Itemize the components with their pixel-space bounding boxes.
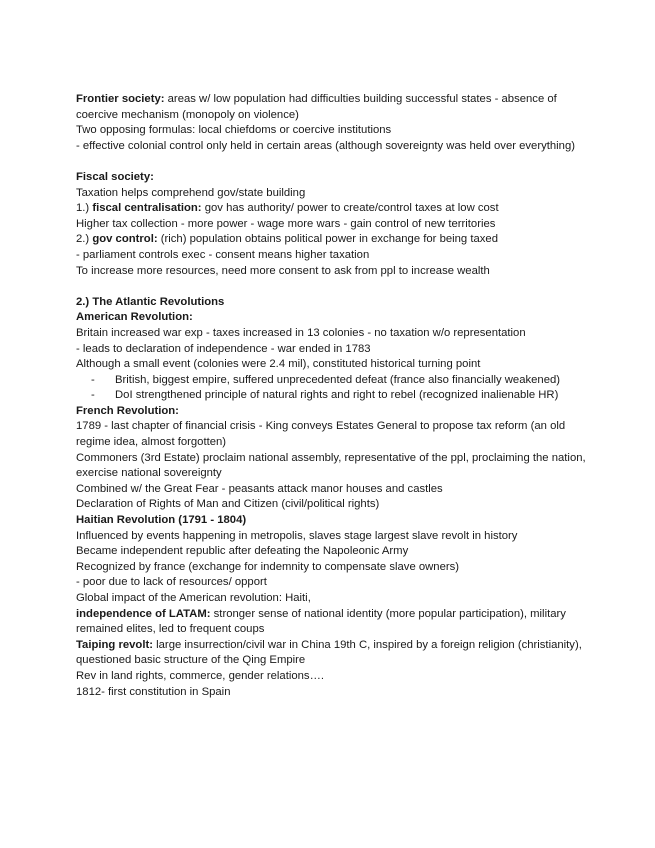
atlantic-heading: 2.) The Atlantic Revolutions: [76, 295, 225, 308]
frontier-text: areas w/ low population had difficulties building successful states - absence of coercive mechanism (monopoly on violence): [76, 93, 557, 121]
fiscal-item-2: [76, 232, 588, 248]
spacer: [76, 154, 588, 170]
frontier-heading: Frontier society:: [76, 93, 165, 105]
french-line: Commoners (3rd Estate) proclaim national assembly, representative of the ppl, proclaiming the nation, exercise national sovereignty: [76, 451, 586, 480]
haitian-line: Influenced by events happening in metropolis, slaves stage largest slave revolt in history: [76, 529, 518, 542]
french-line: Declaration of Rights of Man and Citizen (civil/political rights): [76, 498, 380, 511]
bullet-text: British, biggest empire, suffered unprecedented defeat (france also financially weakened): [115, 373, 561, 386]
haitian-line: Became independent republic after defeating the Napoleonic Army: [76, 545, 409, 558]
fiscal-item-1: [76, 201, 588, 217]
fiscal-item-1-text: gov has authority/ power to create/control taxes at low cost: [201, 202, 499, 215]
latam-term: independence of LATAM:: [76, 607, 211, 620]
american-bullet: [91, 388, 588, 404]
american-bullet: [91, 373, 588, 389]
haitian-line: Global impact of the American revolution: Haiti,: [76, 592, 311, 604]
fiscal-line-3: Higher tax collection - more power - wage more wars - gain control of new territories: [76, 217, 496, 230]
american-heading: American Revolution:: [76, 311, 193, 324]
haitian-line: - poor due to lack of resources/ opport: [76, 576, 267, 589]
frontier-line-3: - effective colonial control only held in certain areas (although sovereignty was held over everything): [76, 139, 576, 152]
american-line: - leads to declaration of independence - war ended in 1783: [76, 342, 371, 355]
bullet-dash: -: [91, 389, 95, 402]
latam-text: stronger sense of national identity (more popular participation), military remained elites, led to frequent coups: [76, 607, 566, 636]
document-body: [76, 92, 588, 700]
haitian-heading: Haitian Revolution (1791 - 1804): [76, 514, 247, 527]
fiscal-item-2-term: gov control:: [92, 233, 158, 246]
fiscal-item-2-prefix: 2.): [76, 233, 93, 246]
frontier-line-2: Two opposing formulas: local chiefdoms or coercive institutions: [76, 124, 392, 137]
closing-line: 1812- first constitution in Spain: [76, 685, 231, 698]
closing-line: Rev in land rights, commerce, gender relations….: [76, 669, 325, 682]
french-heading: French Revolution:: [76, 404, 179, 417]
frontier-paragraph: [76, 92, 588, 123]
taiping-term: Taiping revolt:: [76, 638, 153, 651]
latam-paragraph: [76, 607, 588, 638]
fiscal-item-2-text: (rich) population obtains political power in exchange for being taxed: [157, 233, 498, 246]
fiscal-line-1: Taxation helps comprehend gov/state building: [76, 186, 306, 199]
american-line: Britain increased war exp - taxes increased in 13 colonies - no taxation w/o representation: [76, 326, 526, 339]
bullet-dash: -: [91, 373, 95, 386]
taiping-text: large insurrection/civil war in China 19th C, inspired by a foreign religion (christianity), questioned basic structure of the Qing Empire: [76, 638, 582, 667]
fiscal-item-1-prefix: 1.): [76, 202, 93, 215]
fiscal-line-5: - parliament controls exec - consent means higher taxation: [76, 248, 370, 261]
taiping-paragraph: [76, 638, 588, 669]
american-line: Although a small event (colonies were 2.4 mil), constituted historical turning point: [76, 358, 481, 371]
fiscal-line-6: To increase more resources, need more consent to ask from ppl to increase wealth: [76, 264, 490, 277]
french-line: 1789 - last chapter of financial crisis - King conveys Estates General to propose tax reform (an old regime idea, almost forgotten): [76, 420, 566, 449]
fiscal-heading: Fiscal society:: [76, 170, 154, 183]
spacer: [76, 279, 588, 295]
french-line: Combined w/ the Great Fear - peasants attack manor houses and castles: [76, 482, 443, 495]
bullet-text: DoI strengthened principle of natural rights and right to rebel (recognized inalienable HR): [115, 389, 559, 402]
haitian-line: Recognized by france (exchange for indemnity to compensate slave owners): [76, 560, 460, 573]
fiscal-item-1-term: fiscal centralisation:: [92, 202, 202, 215]
